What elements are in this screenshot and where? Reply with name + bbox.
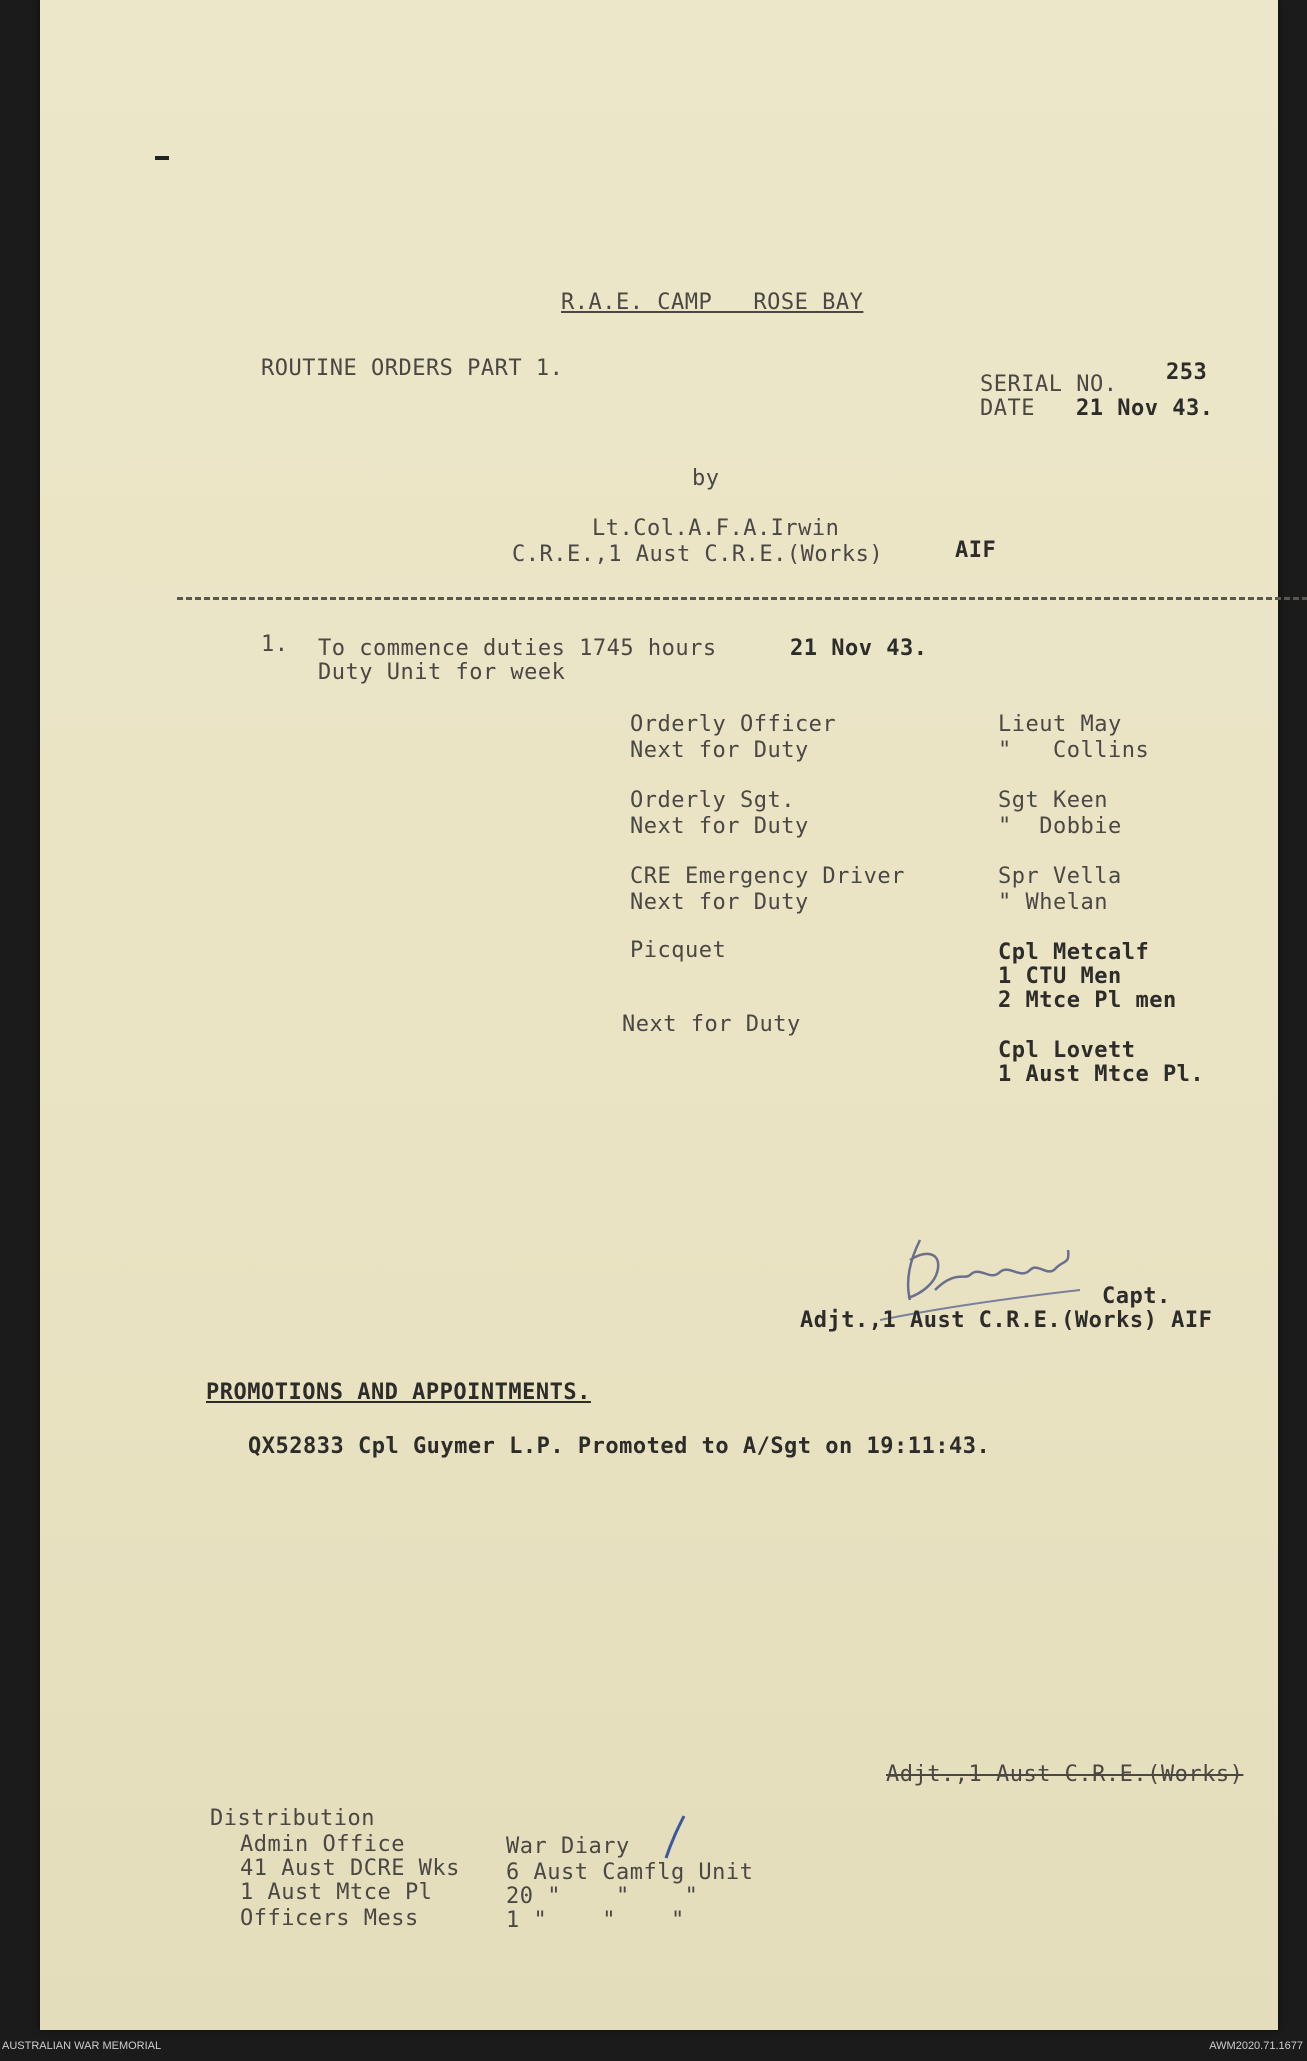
duty-role: Orderly Sgt.	[630, 788, 795, 813]
duty-name: Lieut May	[998, 712, 1122, 737]
signature-rank: Capt.	[1102, 1284, 1171, 1309]
duty-role: Next for Duty	[630, 738, 809, 763]
duty-role: CRE Emergency Driver	[630, 864, 905, 889]
duty-name: 2 Mtce Pl men	[998, 988, 1177, 1013]
promotions-heading: PROMOTIONS AND APPOINTMENTS.	[206, 1380, 591, 1405]
distribution-left: 1 Aust Mtce Pl	[240, 1880, 433, 1905]
commander-unit: C.R.E.,1 Aust C.R.E.(Works)	[512, 542, 884, 567]
serial-number: 253	[1166, 360, 1208, 385]
duty-name: " Dobbie	[998, 814, 1122, 839]
duty-name: Spr Vella	[998, 864, 1122, 889]
orders-title: ROUTINE ORDERS PART 1.	[261, 356, 564, 381]
by-label: by	[692, 466, 720, 491]
adjt-struck-line: Adjt.,1 Aust C.R.E.(Works)	[886, 1762, 1244, 1787]
distribution-left: 41 Aust DCRE Wks	[240, 1856, 460, 1881]
camp-title: R.A.E. CAMP ROSE BAY	[561, 290, 864, 315]
duty-role: Next for Duty	[630, 890, 809, 915]
duty-role: Picquet	[630, 938, 727, 963]
commander-name: Lt.Col.A.F.A.Irwin	[592, 516, 840, 541]
duty-role: Orderly Officer	[630, 712, 837, 737]
duty-name: 1 CTU Men	[998, 964, 1122, 989]
duty-role: Next for Duty	[630, 814, 809, 839]
aif-label: AIF	[955, 538, 997, 563]
distribution-right: 6 Aust Camflg Unit	[506, 1860, 754, 1885]
signature-title: Adjt.,1 Aust C.R.E.(Works) AIF	[800, 1308, 1213, 1333]
date-label: DATE	[980, 396, 1035, 421]
order-line2: Duty Unit for week	[318, 660, 566, 685]
distribution-left: Admin Office	[240, 1832, 405, 1857]
footer-left: AUSTRALIAN WAR MEMORIAL	[2, 2040, 162, 2052]
divider-rule	[177, 597, 1307, 600]
duty-name: 1 Aust Mtce Pl.	[998, 1062, 1205, 1087]
date-value: 21 Nov 43.	[1076, 396, 1214, 421]
distribution-heading: Distribution	[210, 1806, 375, 1831]
duty-role: Next for Duty	[622, 1012, 801, 1037]
footer-right: AWM2020.71.1677	[1209, 2040, 1303, 2052]
order-line1-date: 21 Nov 43.	[790, 636, 928, 661]
order-number: 1.	[261, 632, 289, 657]
duty-name: Cpl Metcalf	[998, 940, 1150, 965]
distribution-right: War Diary	[506, 1834, 630, 1859]
distribution-right: 20 " " "	[506, 1884, 699, 1909]
order-line1: To commence duties 1745 hours	[318, 636, 717, 661]
document-page	[40, 0, 1278, 2030]
serial-label: SERIAL NO.	[980, 372, 1118, 397]
duty-name: " Collins	[998, 738, 1150, 763]
duty-name: " Whelan	[998, 890, 1108, 915]
duty-name: Sgt Keen	[998, 788, 1108, 813]
promotion-entry: QX52833 Cpl Guymer L.P. Promoted to A/Sgt on 19:11:43.	[248, 1434, 991, 1459]
checkmark-icon	[660, 1814, 690, 1864]
duty-name: Cpl Lovett	[998, 1038, 1136, 1063]
distribution-left: Officers Mess	[240, 1906, 419, 1931]
distribution-right: 1 " " "	[506, 1908, 685, 1933]
ink-mark	[155, 156, 169, 160]
